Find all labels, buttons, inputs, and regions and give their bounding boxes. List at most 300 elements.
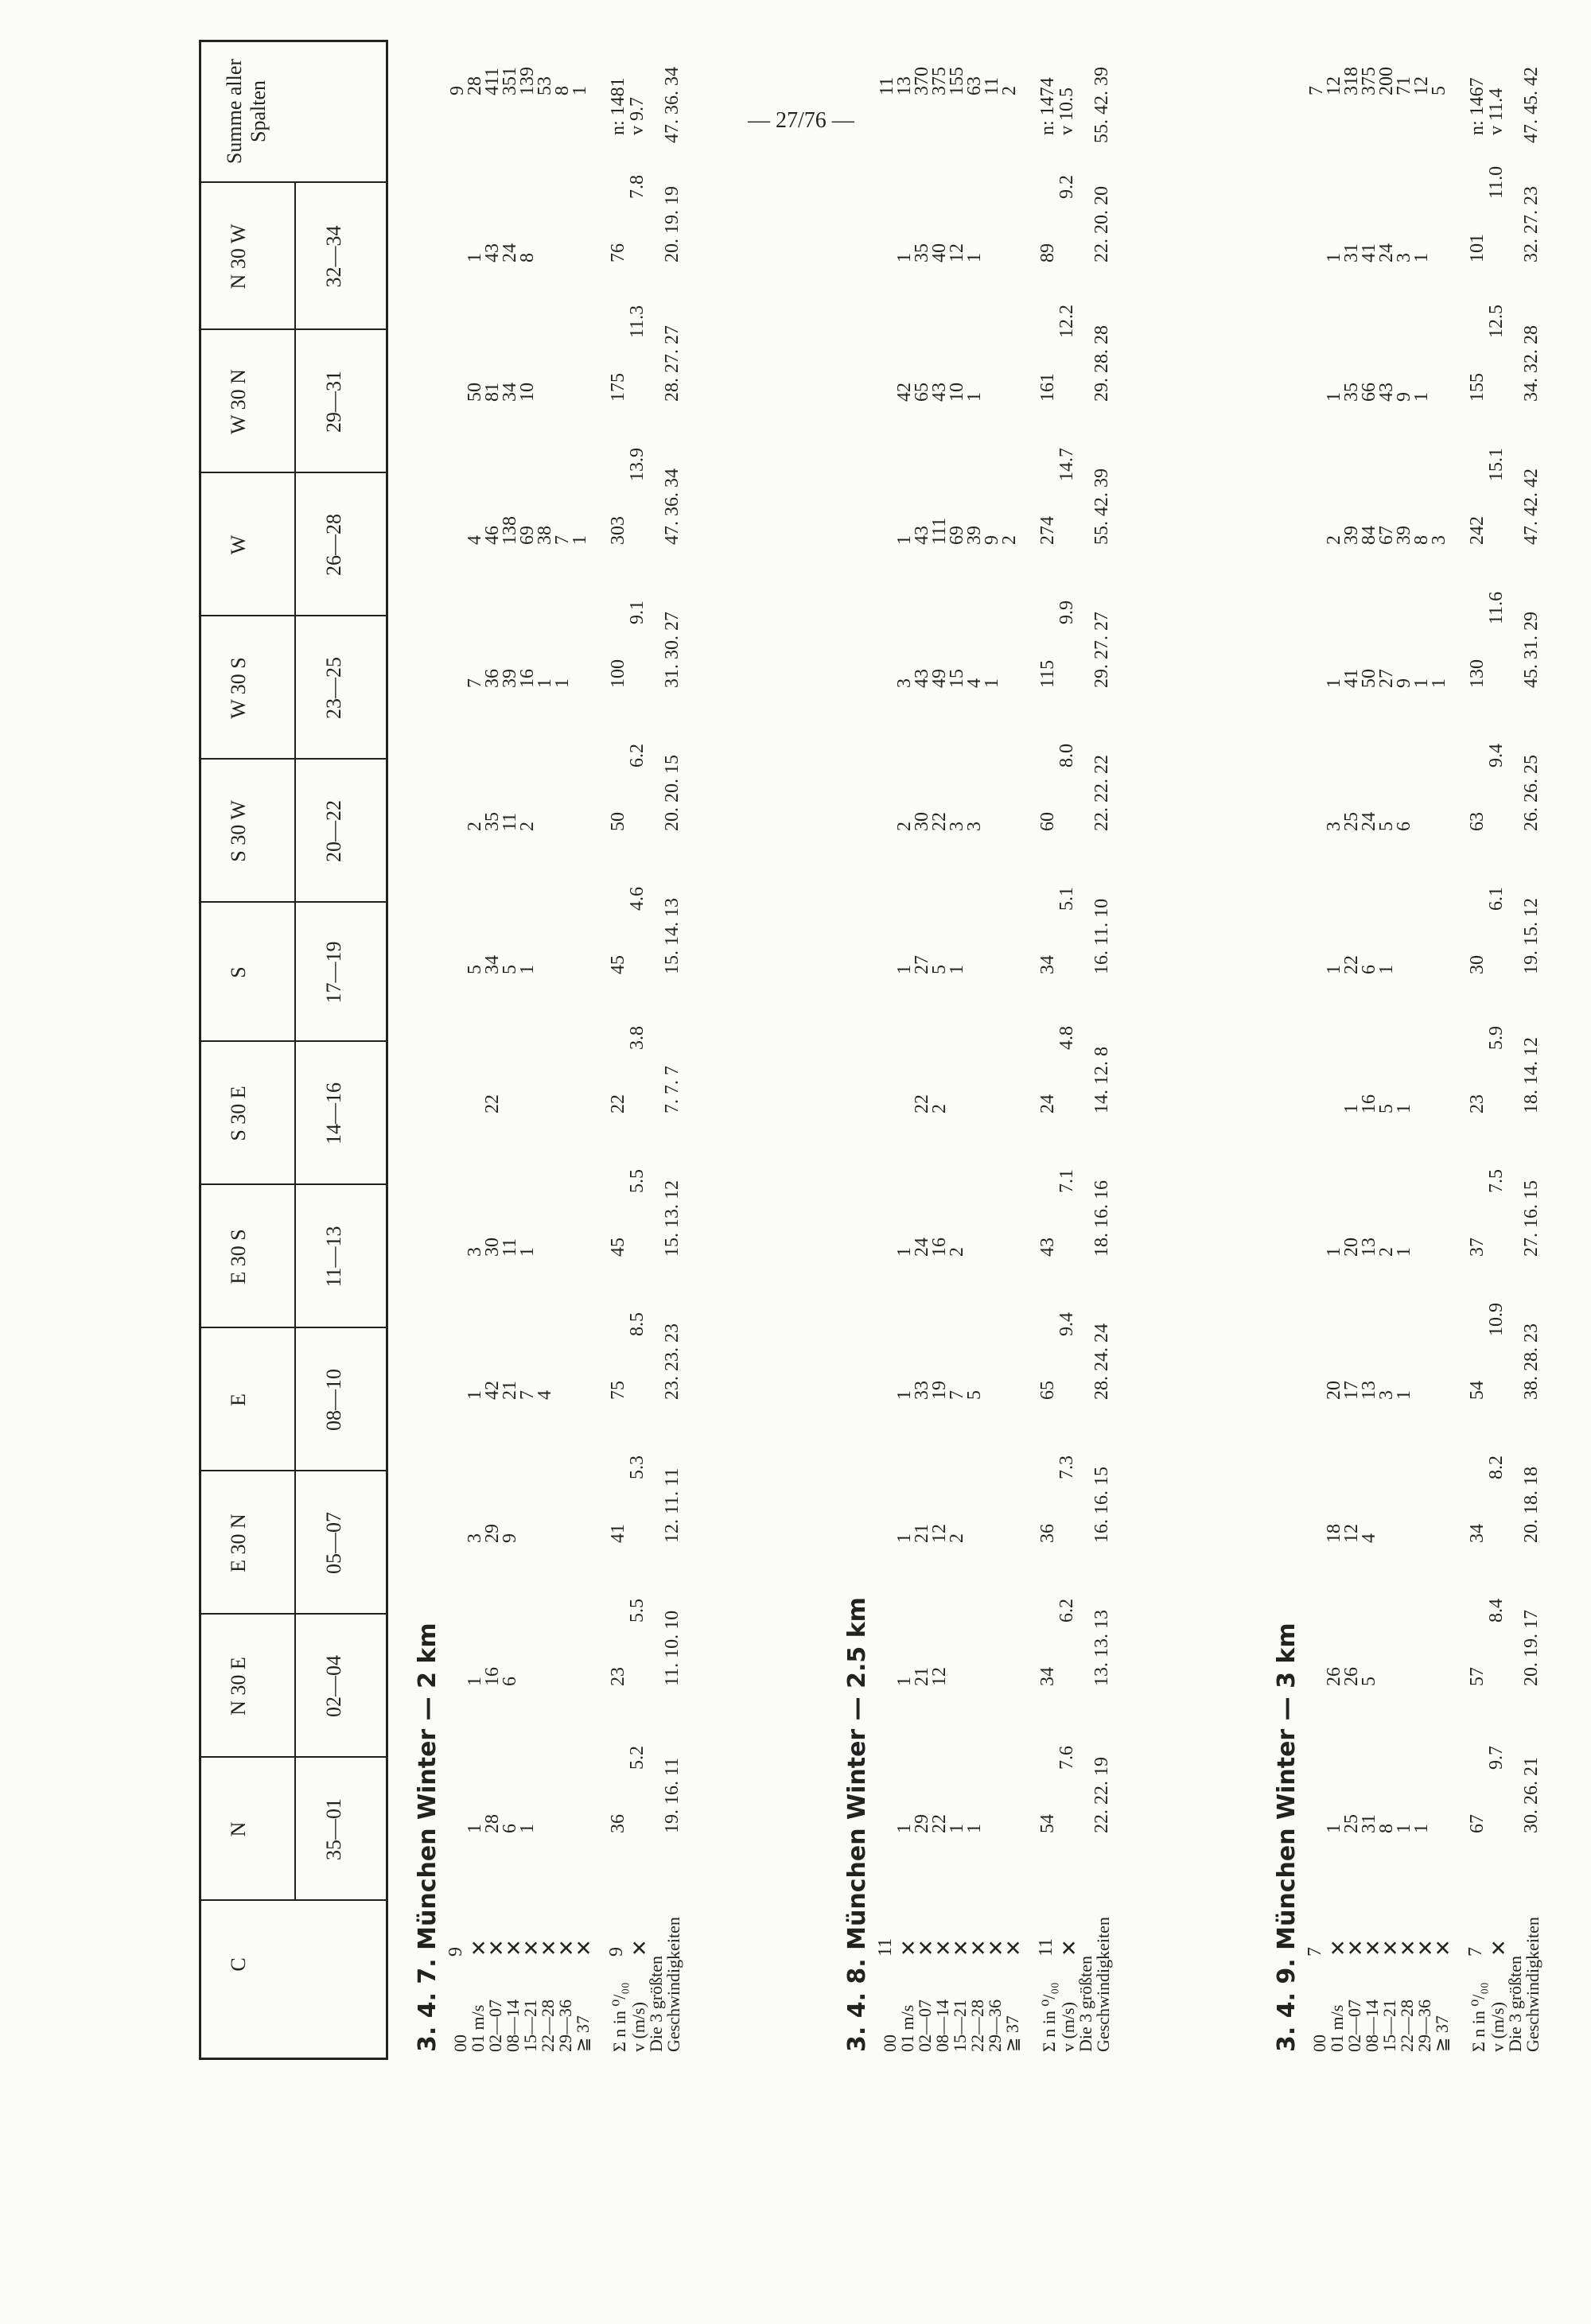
cross-mark: ✕ xyxy=(1344,1939,1367,1957)
row-label: Die 3 größten xyxy=(646,1956,666,2052)
table-cell: 30 xyxy=(912,812,932,831)
table-cell: 2 xyxy=(894,822,915,831)
column-sum: 34 xyxy=(1467,1524,1488,1543)
column-velocity: 9.2 xyxy=(1056,175,1077,199)
cross-mark: ✕ xyxy=(1414,1939,1437,1957)
row-label: Geschwindigkeiten xyxy=(1523,1917,1542,2052)
header-summe: Summe aller Spalten xyxy=(223,58,270,165)
table-cell: 7 xyxy=(465,678,485,688)
header-dir: S 30 E xyxy=(227,1086,250,1141)
table-cell: 65 xyxy=(912,383,932,402)
table-cell: 2 xyxy=(517,822,538,831)
cross-mark: ✕ xyxy=(1002,1939,1025,1957)
table-cell: 16 xyxy=(517,669,538,688)
header-range: 11—13 xyxy=(322,1226,345,1288)
table-cell: 46 xyxy=(482,526,503,545)
row-label: 29—36 xyxy=(555,1999,575,2052)
header-dir: N xyxy=(227,1821,250,1837)
column-sum: 76 xyxy=(608,243,628,262)
table-cell: 69 xyxy=(517,526,538,545)
header-dir: E xyxy=(227,1393,250,1406)
table-cell: 1 xyxy=(465,1677,485,1686)
column-largest: 32. 27. 23 xyxy=(1521,186,1542,262)
column-sum: 161 xyxy=(1037,373,1058,402)
column-largest: 11. 10. 10 xyxy=(662,1610,683,1686)
row-label: 02—07 xyxy=(1344,1999,1364,2052)
table-cell: 43 xyxy=(1376,383,1397,402)
summe-n: n: 1481 xyxy=(608,77,628,135)
table-cell: 1 xyxy=(570,535,590,545)
table-cell: 4 xyxy=(964,678,985,688)
column-largest: 12. 11. 11 xyxy=(662,1467,683,1543)
column-largest: 20. 18. 18 xyxy=(1521,1467,1542,1543)
column-velocity: 5.5 xyxy=(627,1599,648,1623)
table-cell: 1 xyxy=(894,1390,915,1400)
table-cell: 39 xyxy=(964,526,985,545)
table-cell: 22 xyxy=(929,812,950,831)
column-sum: 37 xyxy=(1467,1238,1488,1257)
table-cell: 30 xyxy=(482,1238,503,1257)
summe-cell: 12 xyxy=(1324,76,1344,95)
column-largest: 27. 16. 15 xyxy=(1521,1180,1542,1257)
column-largest: 15. 13. 12 xyxy=(662,1180,683,1257)
table-cell: 24 xyxy=(1359,812,1379,831)
table-cell: 43 xyxy=(912,669,932,688)
column-sum: 175 xyxy=(608,373,628,402)
column-largest: 20. 20. 15 xyxy=(662,755,683,831)
column-sum: 23 xyxy=(1467,1094,1488,1113)
cross-mark: ✕ xyxy=(1397,1939,1420,1957)
row-label: 08—14 xyxy=(932,1999,952,2052)
table-cell: 138 xyxy=(500,516,520,545)
table-cell: 8 xyxy=(1376,1824,1397,1833)
cross-mark: ✕ xyxy=(520,1939,543,1957)
table-cell: 1 xyxy=(1324,1824,1344,1833)
table-cell: 1 xyxy=(1324,392,1344,402)
column-sum: 274 xyxy=(1037,516,1058,545)
column-largest: 19. 16. 11 xyxy=(662,1757,683,1833)
summe-cell: 375 xyxy=(929,67,950,95)
header-range: 26—28 xyxy=(322,514,345,576)
table-cell: 16 xyxy=(929,1238,950,1257)
table-cell: 21 xyxy=(912,1524,932,1543)
table-cell: 43 xyxy=(482,243,503,262)
header-dir: E 30 S xyxy=(227,1229,250,1284)
section-title: 3. 4. 9. München Winter — 3 km xyxy=(1273,1623,1301,2052)
table-cell: 8 xyxy=(517,253,538,262)
table-cell: 6 xyxy=(1394,822,1414,831)
table-cell: 2 xyxy=(1324,535,1344,545)
column-sum: 155 xyxy=(1467,373,1488,402)
table-cell: 39 xyxy=(500,669,520,688)
row-label: Σ n in ⁰/₀₀ xyxy=(609,1982,629,2052)
column-velocity: 6.2 xyxy=(1056,1599,1077,1623)
table-cell: 1 xyxy=(894,1824,915,1833)
column-sum: 54 xyxy=(1467,1381,1488,1400)
table-cell: 39 xyxy=(1341,526,1362,545)
table-cell: 3 xyxy=(465,1533,485,1543)
column-sum: 89 xyxy=(1037,243,1058,262)
column-velocity: 9.1 xyxy=(627,600,648,624)
cross-mark: ✕ xyxy=(897,1939,920,1957)
cross-mark: ✕ xyxy=(950,1939,973,1957)
column-largest: 45. 31. 29 xyxy=(1521,612,1542,688)
column-largest: 13. 13. 13 xyxy=(1091,1610,1112,1686)
summe-cell: 139 xyxy=(517,67,538,95)
table-cell: 1 xyxy=(894,1247,915,1257)
table-cell: 12 xyxy=(1341,1524,1362,1543)
row-label: 29—36 xyxy=(1414,1999,1434,2052)
column-velocity: 6.1 xyxy=(1486,887,1507,911)
header-range: 08—10 xyxy=(322,1369,345,1431)
header-range: 32—34 xyxy=(322,225,345,288)
page-number: — 27/76 — xyxy=(748,108,854,133)
column-largest: 22. 20. 20 xyxy=(1091,186,1112,262)
column-sum: 130 xyxy=(1467,659,1488,688)
table-cell: 9 xyxy=(1394,678,1414,688)
table-cell: 19 xyxy=(929,1381,950,1400)
row-label: 01 m/s xyxy=(468,2004,488,2052)
row-label: 01 m/s xyxy=(1327,2004,1347,2052)
table-cell: 34 xyxy=(500,383,520,402)
cross-mark: ✕ xyxy=(967,1939,990,1957)
column-velocity: 9.4 xyxy=(1056,1312,1077,1336)
column-sum: 75 xyxy=(608,1381,628,1400)
header-dir: N 30 E xyxy=(227,1657,250,1716)
summe-n: n: 1467 xyxy=(1467,77,1488,135)
summe-cell: 375 xyxy=(1359,67,1379,95)
column-sum: 101 xyxy=(1467,234,1488,262)
table-cell: 22 xyxy=(1341,955,1362,974)
table-cell: 1 xyxy=(1324,1247,1344,1257)
row-label: 02—07 xyxy=(485,1999,505,2052)
table-cell: 5 xyxy=(929,965,950,974)
column-velocity: 11.0 xyxy=(1486,165,1507,199)
column-largest: 22. 22. 19 xyxy=(1091,1757,1112,1833)
column-velocity: 12.2 xyxy=(1056,305,1077,338)
cross-mark: ✕ xyxy=(468,1939,491,1957)
row-label: v (m/s) xyxy=(628,2002,648,2052)
summe-cell: 11 xyxy=(877,76,897,95)
table-cell: 28 xyxy=(482,1814,503,1833)
table-cell: 25 xyxy=(1341,1814,1362,1833)
table-cell: 6 xyxy=(1359,965,1379,974)
column-largest: 20. 19. 17 xyxy=(1521,1610,1542,1686)
column-sum: 100 xyxy=(608,659,628,688)
table-cell: 41 xyxy=(1341,669,1362,688)
column-velocity: 7.8 xyxy=(627,175,648,199)
column-velocity: 15.1 xyxy=(1486,448,1507,481)
table-cell: 8 xyxy=(1411,535,1432,545)
table-cell: 21 xyxy=(500,1381,520,1400)
table-cell: 42 xyxy=(482,1381,503,1400)
row-label: Die 3 größten xyxy=(1505,1956,1525,2052)
table-cell: 6 xyxy=(500,1824,520,1833)
row-label: 08—14 xyxy=(503,1999,523,2052)
cross-mark: ✕ xyxy=(1379,1939,1402,1957)
header-range: 23—25 xyxy=(322,657,345,719)
summe-largest: 47. 45. 42 xyxy=(1521,67,1542,143)
table-cell: 39 xyxy=(1394,526,1414,545)
cross-mark: ✕ xyxy=(1327,1939,1350,1957)
header-left-rule xyxy=(199,2058,388,2060)
column-velocity: 10.9 xyxy=(1486,1303,1507,1336)
column-sum: 36 xyxy=(1037,1524,1058,1543)
table-cell: 69 xyxy=(947,526,967,545)
table-cell: 3 xyxy=(1429,535,1449,545)
header-range: 35—01 xyxy=(322,1798,345,1860)
column-largest: 15. 14. 13 xyxy=(662,898,683,974)
table-cell: 5 xyxy=(1376,822,1397,831)
table-cell: 18 xyxy=(1324,1524,1344,1543)
c-col-top: 7 xyxy=(1305,1947,1325,1957)
column-sum: 65 xyxy=(1037,1381,1058,1400)
table-cell: 1 xyxy=(894,965,915,974)
header-dir: W 30 N xyxy=(227,369,250,434)
table-cell: 49 xyxy=(929,669,950,688)
table-cell: 1 xyxy=(894,1533,915,1543)
table-cell: 43 xyxy=(929,383,950,402)
table-cell: 4 xyxy=(1359,1533,1379,1543)
summe-cell: 63 xyxy=(964,76,985,95)
table-cell: 5 xyxy=(1359,1677,1379,1686)
column-sum: 45 xyxy=(608,1238,628,1257)
column-largest: 20. 19. 19 xyxy=(662,186,683,262)
c-col-sum: 9 xyxy=(606,1947,627,1957)
row-label: Geschwindigkeiten xyxy=(663,1917,683,2052)
summe-cell: 5 xyxy=(1429,86,1449,95)
table-cell: 3 xyxy=(1324,822,1344,831)
cross-mark: ✕ xyxy=(1058,1939,1081,1957)
table-cell: 12 xyxy=(929,1667,950,1686)
table-cell: 20 xyxy=(1341,1238,1362,1257)
column-velocity: 14.7 xyxy=(1056,448,1077,481)
table-cell: 1 xyxy=(982,678,1002,688)
table-cell: 1 xyxy=(947,1824,967,1833)
table-cell: 1 xyxy=(1341,1104,1362,1113)
column-largest: 16. 11. 10 xyxy=(1091,898,1112,974)
table-cell: 24 xyxy=(912,1238,932,1257)
table-cell: 1 xyxy=(1324,253,1344,262)
summe-cell: 28 xyxy=(465,76,485,95)
table-cell: 1 xyxy=(894,535,915,545)
row-label: 00 xyxy=(1309,2034,1329,2052)
table-cell: 24 xyxy=(500,243,520,262)
table-cell: 24 xyxy=(1376,243,1397,262)
table-cell: 1 xyxy=(894,1677,915,1686)
column-largest: 38. 28. 23 xyxy=(1521,1323,1542,1400)
column-velocity: 5.9 xyxy=(1486,1026,1507,1050)
cross-mark: ✕ xyxy=(985,1939,1008,1957)
summe-v: v 11.4 xyxy=(1486,87,1507,135)
column-largest: 47. 36. 34 xyxy=(662,468,683,545)
column-sum: 34 xyxy=(1037,1667,1058,1686)
summe-largest: 47. 36. 34 xyxy=(662,67,683,143)
table-cell: 3 xyxy=(1376,1390,1397,1400)
table-cell: 66 xyxy=(1359,383,1379,402)
summe-cell: 2 xyxy=(999,86,1020,95)
table-cell: 29 xyxy=(482,1524,503,1543)
column-sum: 50 xyxy=(608,812,628,831)
header-range: 14—16 xyxy=(322,1082,345,1145)
column-velocity: 13.9 xyxy=(627,448,648,481)
summe-largest: 55. 42. 39 xyxy=(1091,67,1112,143)
row-label: v (m/s) xyxy=(1058,2002,1078,2052)
table-cell: 1 xyxy=(964,392,985,402)
table-cell: 43 xyxy=(912,526,932,545)
table-cell: 7 xyxy=(517,1390,538,1400)
table-cell: 67 xyxy=(1376,526,1397,545)
column-largest: 55. 42. 39 xyxy=(1091,468,1112,545)
table-cell: 1 xyxy=(1324,965,1344,974)
column-velocity: 8.5 xyxy=(627,1312,648,1336)
table-cell: 1 xyxy=(1394,1390,1414,1400)
table-cell: 1 xyxy=(535,678,555,688)
column-sum: 303 xyxy=(608,516,628,545)
table-cell: 29 xyxy=(912,1814,932,1833)
column-sum: 23 xyxy=(608,1667,628,1686)
column-velocity: 9.9 xyxy=(1056,600,1077,624)
table-cell: 35 xyxy=(912,243,932,262)
row-label: ≧ 37 xyxy=(1432,2015,1452,2052)
row-label: Σ n in ⁰/₀₀ xyxy=(1039,1982,1059,2052)
table-cell: 6 xyxy=(500,1677,520,1686)
table-cell: 33 xyxy=(912,1381,932,1400)
table-cell: 20 xyxy=(1324,1381,1344,1400)
summe-cell: 155 xyxy=(947,67,967,95)
table-cell: 1 xyxy=(964,1824,985,1833)
column-largest: 29. 28. 28 xyxy=(1091,325,1112,402)
cross-mark: ✕ xyxy=(1432,1939,1455,1957)
summe-cell: 1 xyxy=(570,86,590,95)
column-sum: 60 xyxy=(1037,812,1058,831)
table-cell: 31 xyxy=(1341,243,1362,262)
table-cell: 1 xyxy=(894,253,915,262)
cross-mark: ✕ xyxy=(1362,1939,1385,1957)
summe-cell: 71 xyxy=(1394,76,1414,95)
table-cell: 1 xyxy=(1394,1824,1414,1833)
summe-cell: 13 xyxy=(894,76,915,95)
table-cell: 1 xyxy=(465,1390,485,1400)
section-title: 3. 4. 7. München Winter — 2 km xyxy=(414,1623,442,2052)
table-cell: 1 xyxy=(465,253,485,262)
cross-mark: ✕ xyxy=(503,1939,526,1957)
column-largest: 28. 27. 27 xyxy=(662,325,683,402)
summe-cell: 200 xyxy=(1376,67,1397,95)
row-label: Σ n in ⁰/₀₀ xyxy=(1468,1982,1488,2052)
column-largest: 31. 30. 27 xyxy=(662,612,683,688)
column-sum: 242 xyxy=(1467,516,1488,545)
table-cell: 10 xyxy=(947,383,967,402)
table-cell: 36 xyxy=(482,669,503,688)
header-range: 29—31 xyxy=(322,371,345,433)
header-dir: N 30 W xyxy=(227,223,250,290)
table-cell: 3 xyxy=(964,822,985,831)
summe-cell: 318 xyxy=(1341,67,1362,95)
column-velocity: 5.3 xyxy=(627,1455,648,1479)
header-range: 17—19 xyxy=(322,941,345,1004)
column-velocity: 5.5 xyxy=(627,1169,648,1193)
column-largest: 34. 32. 28 xyxy=(1521,325,1542,402)
cross-mark: ✕ xyxy=(538,1939,561,1957)
table-cell: 5 xyxy=(964,1390,985,1400)
column-largest: 16. 16. 15 xyxy=(1091,1467,1112,1543)
column-largest: 47. 42. 42 xyxy=(1521,468,1542,545)
column-largest: 29. 27. 27 xyxy=(1091,612,1112,688)
table-cell: 2 xyxy=(929,1104,950,1113)
column-velocity: 7.3 xyxy=(1056,1455,1077,1479)
table-cell: 4 xyxy=(465,535,485,545)
section-title: 3. 4. 8. München Winter — 2.5 km xyxy=(843,1597,871,2052)
column-largest: 18. 14. 12 xyxy=(1521,1037,1542,1113)
table-cell: 3 xyxy=(894,678,915,688)
table-cell: 3 xyxy=(465,1247,485,1257)
row-label: 29—36 xyxy=(985,1999,1005,2052)
table-cell: 2 xyxy=(999,535,1020,545)
column-velocity: 5.1 xyxy=(1056,887,1077,911)
header-range: 05—07 xyxy=(322,1512,345,1574)
column-largest: 26. 26. 25 xyxy=(1521,755,1542,831)
column-velocity: 7.6 xyxy=(1056,1746,1077,1770)
table-cell: 1 xyxy=(465,1824,485,1833)
summe-cell: 9 xyxy=(447,86,468,95)
cross-mark: ✕ xyxy=(915,1939,938,1957)
column-velocity: 4.8 xyxy=(1056,1026,1077,1050)
row-label: 00 xyxy=(880,2034,900,2052)
table-cell: 7 xyxy=(947,1390,967,1400)
column-velocity: 3.8 xyxy=(627,1026,648,1050)
table-cell: 11 xyxy=(500,812,520,831)
row-label: 15—21 xyxy=(950,1999,970,2052)
table-cell: 22 xyxy=(929,1814,950,1833)
column-sum: 54 xyxy=(1037,1814,1058,1833)
table-cell: 1 xyxy=(517,965,538,974)
row-label: 08—14 xyxy=(1362,1999,1382,2052)
table-cell: 35 xyxy=(482,812,503,831)
header-dir: S xyxy=(227,966,250,978)
header-range: 20—22 xyxy=(322,800,345,862)
summe-cell: 53 xyxy=(535,76,555,95)
summe-v: v 9.7 xyxy=(627,97,648,135)
table-cell: 9 xyxy=(1394,392,1414,402)
row-label: 15—21 xyxy=(520,1999,540,2052)
table-cell: 1 xyxy=(552,678,573,688)
table-cell: 3 xyxy=(1394,253,1414,262)
table-cell: 7 xyxy=(552,535,573,545)
table-cell: 22 xyxy=(482,1094,503,1113)
table-cell: 25 xyxy=(1341,812,1362,831)
row-label: 22—28 xyxy=(538,1999,558,2052)
summe-cell: 12 xyxy=(1411,76,1432,95)
header-mid-rule xyxy=(294,183,296,1901)
table-cell: 12 xyxy=(947,243,967,262)
column-velocity: 7.5 xyxy=(1486,1169,1507,1193)
column-largest: 23. 23. 23 xyxy=(662,1323,683,1400)
table-cell: 1 xyxy=(964,253,985,262)
summe-cell: 8 xyxy=(552,86,573,95)
table-cell: 13 xyxy=(1359,1238,1379,1257)
table-cell: 9 xyxy=(982,535,1002,545)
table-cell: 84 xyxy=(1359,526,1379,545)
header-dir: W 30 S xyxy=(227,657,250,719)
column-sum: 22 xyxy=(608,1094,628,1113)
table-cell: 41 xyxy=(1359,243,1379,262)
row-label: 01 m/s xyxy=(897,2004,917,2052)
cross-mark: ✕ xyxy=(1488,1939,1511,1957)
table-cell: 13 xyxy=(1359,1381,1379,1400)
summe-cell: 7 xyxy=(1306,86,1327,95)
header-c: C xyxy=(227,1957,250,1972)
